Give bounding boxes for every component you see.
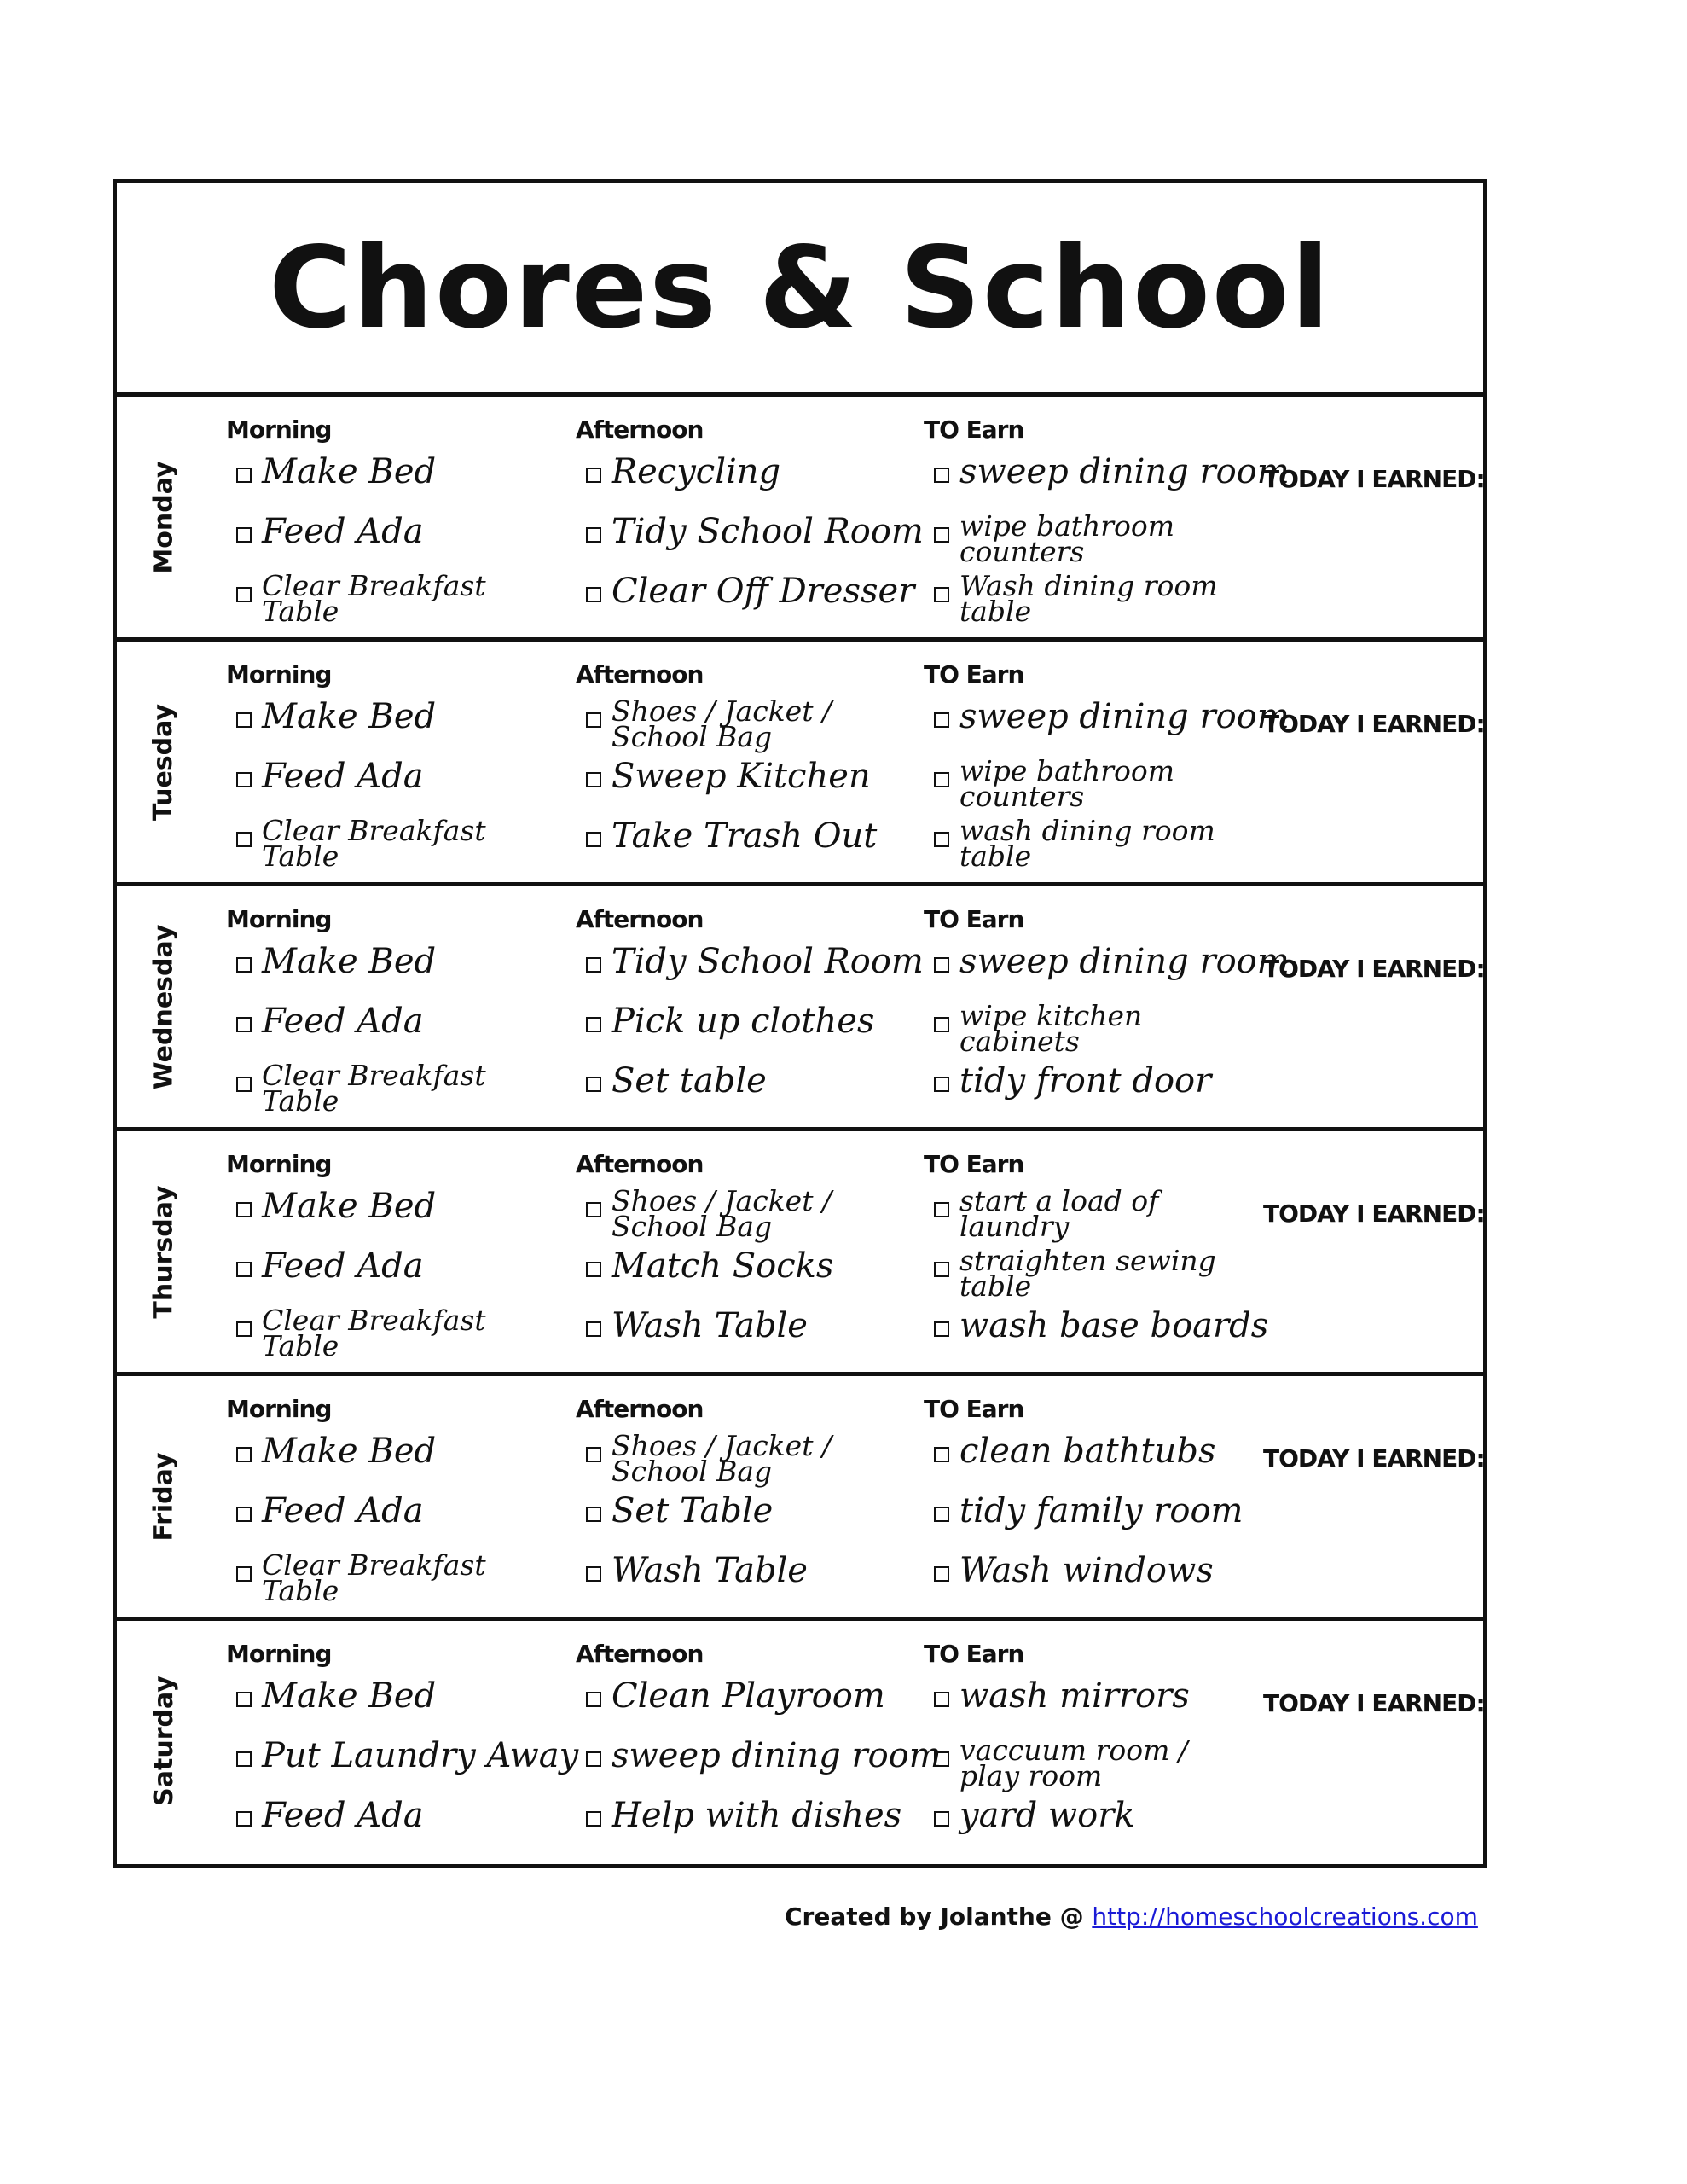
- checkbox-icon[interactable]: [934, 1017, 949, 1032]
- task-label: Make Bed: [262, 697, 437, 736]
- task-label: Make Bed: [262, 1187, 437, 1226]
- task-item: [226, 569, 576, 633]
- afternoon-column: [576, 660, 925, 878]
- task-label: straighten sewing table: [959, 1244, 1216, 1303]
- task-item: [576, 694, 925, 758]
- morning-heading: Morning: [226, 1395, 332, 1423]
- day-label: [117, 397, 211, 637]
- earn-column: [924, 1640, 1256, 1857]
- checkbox-icon[interactable]: [236, 527, 252, 543]
- credit-link[interactable]: http://homeschoolcreations.com: [1092, 1902, 1478, 1931]
- task-item: [924, 1553, 1256, 1612]
- checkbox-icon[interactable]: [586, 1447, 601, 1462]
- task-label: Tidy School Room: [612, 942, 924, 981]
- earn-heading: TO Earn: [924, 1395, 1024, 1423]
- task-label: start a load of laundry: [959, 1184, 1159, 1243]
- checkbox-icon[interactable]: [586, 468, 601, 483]
- task-label: Take Trash Out: [612, 816, 878, 856]
- task-label: Feed Ada: [262, 1246, 424, 1286]
- task-label: Pick up clothes: [612, 1002, 875, 1041]
- task-item: [226, 1188, 576, 1248]
- checkbox-icon[interactable]: [934, 1202, 949, 1217]
- today-earned-label: TODAY I EARNED:: [1263, 465, 1485, 493]
- task-label: Feed Ada: [262, 1002, 424, 1041]
- task-item: [924, 1433, 1256, 1493]
- task-label: Clear Breakfast Table: [262, 1059, 486, 1118]
- day-row-friday: [117, 1376, 1483, 1621]
- task-label: Clear Breakfast Table: [262, 569, 486, 628]
- morning-heading: Morning: [226, 905, 332, 933]
- task-label: Wash dining room table: [959, 569, 1218, 628]
- earn-heading: TO Earn: [924, 415, 1024, 444]
- task-label: tidy front door: [959, 1061, 1212, 1101]
- morning-heading: Morning: [226, 415, 332, 444]
- checkbox-icon[interactable]: [236, 1262, 252, 1277]
- task-label: Clear Breakfast Table: [262, 1304, 486, 1362]
- checkbox-icon[interactable]: [934, 1811, 949, 1827]
- task-label: Clear Breakfast Table: [262, 814, 486, 873]
- task-label: vaccuum room / play room: [959, 1734, 1188, 1792]
- checkbox-icon[interactable]: [934, 587, 949, 602]
- task-item: [924, 1244, 1256, 1308]
- checkbox-icon[interactable]: [586, 1321, 601, 1337]
- task-item: [576, 514, 925, 573]
- earn-heading: TO Earn: [924, 1640, 1024, 1668]
- checkbox-icon[interactable]: [236, 587, 252, 602]
- task-item: [226, 1059, 576, 1123]
- checkbox-icon[interactable]: [586, 1811, 601, 1827]
- task-label: Make Bed: [262, 452, 437, 491]
- checkbox-icon[interactable]: [934, 527, 949, 543]
- task-item: [576, 1736, 942, 1798]
- task-label: Clear Breakfast Table: [262, 1548, 486, 1607]
- afternoon-heading: Afternoon: [576, 1640, 704, 1668]
- checkbox-icon[interactable]: [236, 712, 252, 728]
- today-earned-label: TODAY I EARNED:: [1263, 1689, 1485, 1717]
- checkbox-icon[interactable]: [236, 1507, 252, 1522]
- task-item: [924, 999, 1256, 1063]
- task-item: [576, 573, 925, 633]
- checkbox-icon[interactable]: [586, 1262, 601, 1277]
- task-label: sweep dining room: [959, 697, 1290, 736]
- day-rows: [117, 397, 1483, 1860]
- checkbox-icon[interactable]: [934, 1447, 949, 1462]
- checkbox-icon[interactable]: [236, 1811, 252, 1827]
- task-label: Set table: [612, 1061, 767, 1101]
- chore-chart: [113, 179, 1487, 1868]
- task-label: Match Socks: [612, 1246, 834, 1286]
- day-row-saturday: [117, 1621, 1483, 1860]
- task-label: Wash windows: [959, 1551, 1214, 1590]
- checkbox-icon[interactable]: [236, 957, 252, 973]
- earn-column: [924, 905, 1290, 1123]
- task-item: [924, 1063, 1256, 1123]
- task-item: [576, 944, 925, 1003]
- afternoon-column: [576, 1150, 925, 1368]
- task-label: wash base boards: [959, 1306, 1269, 1345]
- checkbox-icon[interactable]: [934, 772, 949, 787]
- day-name: Friday: [148, 1451, 179, 1542]
- task-label: Feed Ada: [262, 1491, 424, 1531]
- task-label: wipe bathroom counters: [959, 509, 1175, 568]
- checkbox-icon[interactable]: [236, 1321, 252, 1337]
- task-item: [924, 509, 1256, 573]
- task-item: [226, 758, 576, 818]
- task-item: [226, 814, 576, 878]
- earn-heading: TO Earn: [924, 660, 1024, 688]
- earn-column: [924, 660, 1290, 878]
- task-item: [924, 754, 1256, 818]
- task-item: [576, 1003, 925, 1063]
- task-item: [576, 1248, 925, 1308]
- checkbox-icon[interactable]: [934, 957, 949, 973]
- task-item: [226, 1304, 576, 1368]
- task-label: Recycling: [612, 452, 781, 491]
- checkbox-icon[interactable]: [236, 1447, 252, 1462]
- earn-column: [924, 1150, 1269, 1368]
- checkbox-icon[interactable]: [934, 1262, 949, 1277]
- checkbox-icon[interactable]: [236, 772, 252, 787]
- checkbox-icon[interactable]: [934, 1321, 949, 1337]
- day-name: Thursday: [148, 1184, 179, 1319]
- day-name: Tuesday: [148, 703, 179, 821]
- checkbox-icon[interactable]: [586, 1017, 601, 1032]
- task-item: [226, 1493, 576, 1553]
- afternoon-column: [576, 1395, 925, 1612]
- checkbox-icon[interactable]: [934, 1751, 949, 1767]
- checkbox-icon[interactable]: [586, 1077, 601, 1092]
- checkbox-icon[interactable]: [586, 832, 601, 847]
- today-earned-label: TODAY I EARNED:: [1263, 710, 1485, 738]
- earn-heading: TO Earn: [924, 905, 1024, 933]
- checkbox-icon[interactable]: [934, 1692, 949, 1707]
- today-earned-label: TODAY I EARNED:: [1263, 1444, 1485, 1472]
- task-item: [924, 697, 1290, 758]
- afternoon-heading: Afternoon: [576, 1395, 704, 1423]
- task-item: [576, 1553, 925, 1612]
- checkbox-icon[interactable]: [236, 832, 252, 847]
- morning-column: [226, 1395, 576, 1612]
- afternoon-heading: Afternoon: [576, 905, 704, 933]
- morning-column: [226, 415, 576, 633]
- day-label: [117, 886, 211, 1127]
- task-item: [226, 699, 576, 758]
- task-item: [226, 1003, 576, 1063]
- task-label: sweep dining room: [959, 942, 1290, 981]
- task-label: Wash Table: [612, 1306, 808, 1345]
- credit-text: Created by Jolanthe @: [785, 1902, 1084, 1931]
- task-item: [576, 454, 925, 514]
- checkbox-icon[interactable]: [586, 1692, 601, 1707]
- checkbox-icon[interactable]: [934, 468, 949, 483]
- day-label: [117, 1131, 211, 1372]
- task-item: [576, 1308, 925, 1368]
- checkbox-icon[interactable]: [236, 1202, 252, 1217]
- day-row-monday: [117, 397, 1483, 642]
- task-item: [226, 514, 576, 573]
- task-label: Shoes / Jacket / School Bag: [612, 1184, 832, 1243]
- checkbox-icon[interactable]: [586, 527, 601, 543]
- task-item: [226, 944, 576, 1003]
- task-label: Feed Ada: [262, 512, 424, 551]
- task-label: clean bathtubs: [959, 1432, 1216, 1471]
- task-item: [576, 818, 925, 878]
- task-label: Feed Ada: [262, 1796, 424, 1835]
- task-item: [924, 942, 1290, 1003]
- task-label: Make Bed: [262, 1676, 437, 1716]
- morning-heading: Morning: [226, 1150, 332, 1178]
- title-band: [117, 183, 1483, 397]
- checkbox-icon[interactable]: [586, 712, 601, 728]
- today-earned-label: TODAY I EARNED:: [1263, 1199, 1485, 1228]
- task-item: [924, 1493, 1256, 1553]
- morning-heading: Morning: [226, 660, 332, 688]
- day-row-tuesday: [117, 642, 1483, 886]
- task-item: [576, 1678, 925, 1738]
- afternoon-heading: Afternoon: [576, 415, 704, 444]
- task-label: wipe kitchen cabinets: [959, 999, 1143, 1058]
- checkbox-icon[interactable]: [236, 1077, 252, 1092]
- checkbox-icon[interactable]: [934, 1507, 949, 1522]
- checkbox-icon[interactable]: [586, 957, 601, 973]
- morning-column: [226, 660, 576, 878]
- afternoon-column: [576, 905, 925, 1123]
- today-earned-label: TODAY I EARNED:: [1263, 955, 1485, 983]
- earn-column: [924, 415, 1290, 633]
- task-label: Feed Ada: [262, 757, 424, 796]
- earn-column: [924, 1395, 1256, 1612]
- task-item: [226, 1248, 576, 1308]
- task-item: [576, 758, 925, 818]
- afternoon-heading: Afternoon: [576, 1150, 704, 1178]
- afternoon-heading: Afternoon: [576, 660, 704, 688]
- day-label: [117, 642, 211, 882]
- checkbox-icon[interactable]: [586, 1566, 601, 1582]
- task-label: Help with dishes: [612, 1796, 902, 1835]
- day-row-thursday: [117, 1131, 1483, 1376]
- task-label: Put Laundry Away: [262, 1736, 579, 1775]
- checkbox-icon[interactable]: [236, 1751, 252, 1767]
- task-label: Sweep Kitchen: [612, 757, 871, 796]
- earn-heading: TO Earn: [924, 1150, 1024, 1178]
- day-name: Monday: [148, 460, 179, 574]
- day-name: Saturday: [148, 1675, 179, 1806]
- task-item: [576, 1429, 925, 1493]
- checkbox-icon[interactable]: [586, 772, 601, 787]
- task-label: Tidy School Room: [612, 512, 924, 551]
- credit-line: [785, 1902, 1478, 1931]
- task-item: [226, 1548, 576, 1612]
- checkbox-icon[interactable]: [586, 587, 601, 602]
- task-label: Clean Playroom: [612, 1676, 885, 1716]
- checkbox-icon[interactable]: [934, 1566, 949, 1582]
- task-label: Wash Table: [612, 1551, 808, 1590]
- checkbox-icon[interactable]: [586, 1202, 601, 1217]
- afternoon-column: [576, 415, 925, 633]
- task-label: yard work: [959, 1796, 1135, 1835]
- task-item: [226, 454, 576, 514]
- day-row-wednesday: [117, 886, 1483, 1131]
- checkbox-icon[interactable]: [934, 1077, 949, 1092]
- task-item: [924, 1184, 1256, 1248]
- task-item: [576, 1493, 925, 1553]
- morning-heading: Morning: [226, 1640, 332, 1668]
- task-item: [924, 452, 1290, 514]
- task-label: wash dining room table: [959, 814, 1215, 873]
- morning-column: [226, 1640, 579, 1857]
- task-label: wipe bathroom counters: [959, 754, 1175, 813]
- task-item: [924, 814, 1256, 878]
- task-item: [226, 1798, 576, 1857]
- task-item: [924, 569, 1256, 633]
- day-label: [117, 1376, 211, 1617]
- task-label: Make Bed: [262, 1432, 437, 1471]
- task-label: Shoes / Jacket / School Bag: [612, 1429, 832, 1488]
- checkbox-icon[interactable]: [934, 832, 949, 847]
- task-label: wash mirrors: [959, 1676, 1190, 1716]
- day-label: [117, 1621, 211, 1860]
- task-item: [576, 1184, 925, 1248]
- task-label: Make Bed: [262, 942, 437, 981]
- task-label: sweep dining room: [612, 1736, 942, 1775]
- task-item: [576, 1063, 925, 1123]
- task-label: tidy family room: [959, 1491, 1244, 1531]
- task-label: Shoes / Jacket / School Bag: [612, 694, 832, 753]
- day-name: Wednesday: [148, 924, 179, 1089]
- checkbox-icon[interactable]: [586, 1751, 601, 1767]
- checkbox-icon[interactable]: [934, 712, 949, 728]
- page-title: Chores & School: [269, 222, 1331, 354]
- task-item: [924, 1798, 1256, 1857]
- task-item: [576, 1798, 925, 1857]
- task-label: sweep dining room: [959, 452, 1290, 491]
- task-item: [924, 1734, 1256, 1798]
- checkbox-icon[interactable]: [236, 1692, 252, 1707]
- task-item: [226, 1678, 576, 1738]
- task-item: [924, 1306, 1269, 1368]
- task-item: [924, 1678, 1256, 1738]
- afternoon-column: [576, 1640, 942, 1857]
- morning-column: [226, 905, 576, 1123]
- morning-column: [226, 1150, 576, 1368]
- task-item: [226, 1736, 579, 1798]
- checkbox-icon[interactable]: [586, 1507, 601, 1522]
- checkbox-icon[interactable]: [236, 468, 252, 483]
- checkbox-icon[interactable]: [236, 1017, 252, 1032]
- task-label: Clear Off Dresser: [612, 572, 915, 611]
- task-label: Set Table: [612, 1491, 774, 1531]
- task-item: [226, 1433, 576, 1493]
- checkbox-icon[interactable]: [236, 1566, 252, 1582]
